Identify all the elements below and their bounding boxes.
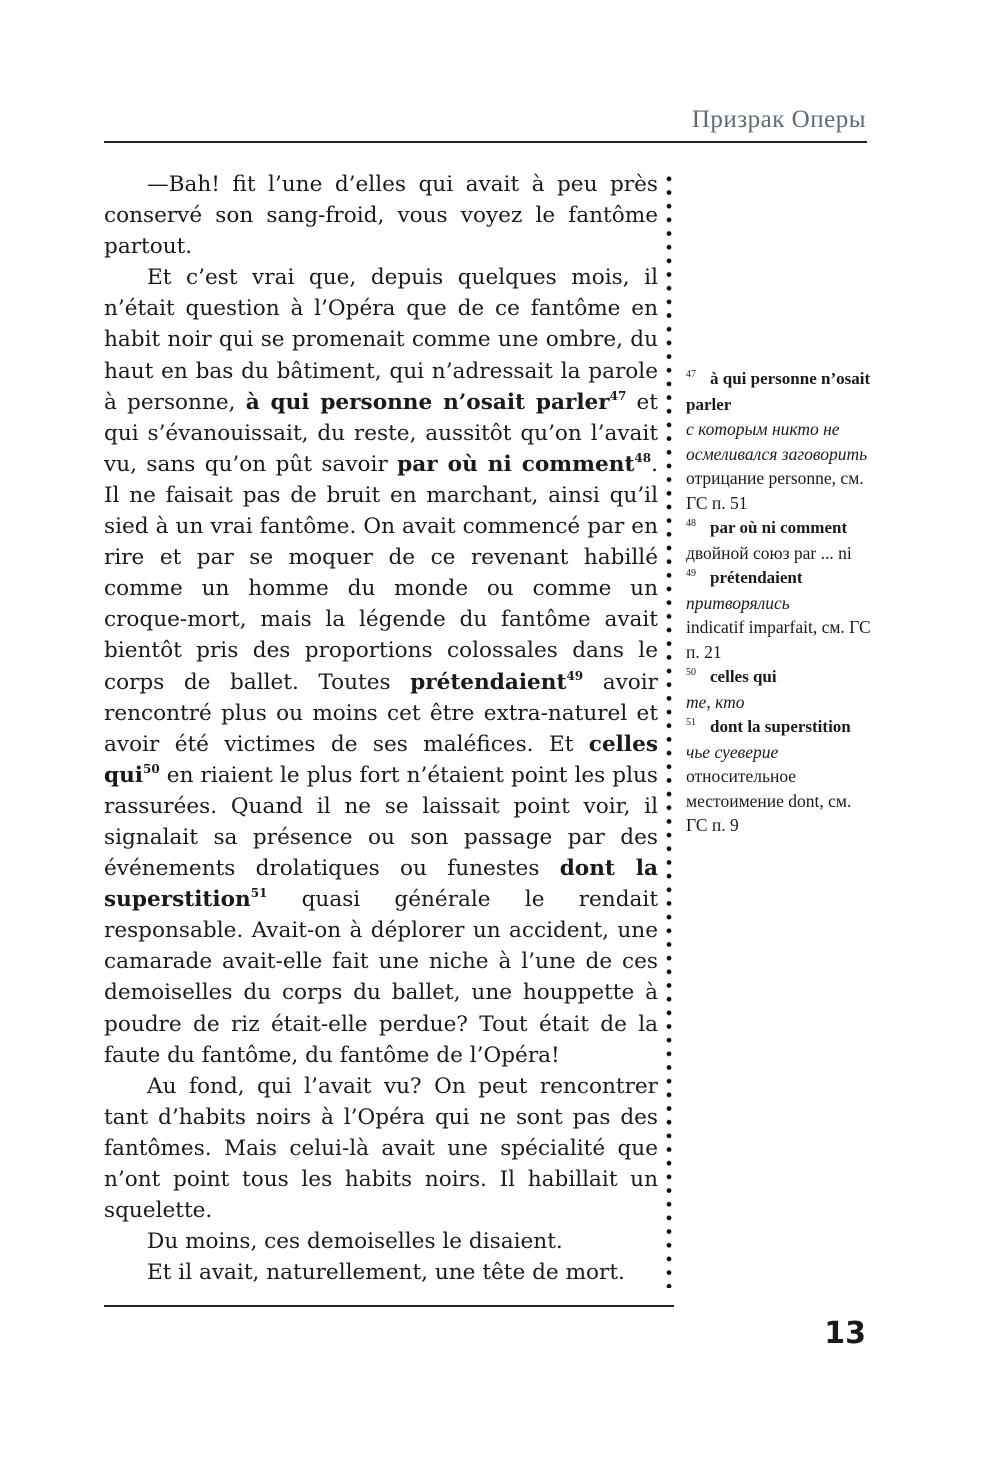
dotted-separator [665,172,673,1288]
margin-notes [686,366,876,838]
note-term: dont la superstition [710,717,851,736]
note-grammar: относительное местоимение dont, см. ГС п. 9 [686,766,852,835]
note-grammar: отрицание personne, см. ГС п. 51 [686,468,864,513]
main-text [104,169,658,1288]
footnote-ref-50: 50 [143,761,160,776]
note-49: 49 prétendaient притворялись indicatif imparfait, см. ГС п. 21 [686,565,876,664]
text-run: quasi générale le rendait responsable. Avait-on à déplorer un accident, une camarade avait-elle fait une niche à l’une de ces demoiselles du corps du ballet, une houppette à poudre de riz était-elle perdue? Tout était de la faute du fantôme, du fantôme de l’Opéra! [104,887,658,1068]
header-rule [104,141,867,143]
note-term: à qui personne n’osait parler [686,369,871,414]
note-grammar: двойной союз par ... ni [686,542,852,563]
paragraph-5: Et il avait, naturellement, une tête de mort. [147,1260,625,1286]
paragraph-1: —Bah! fit l’une d’elles qui avait à peu près conservé son sang-froid, vous voyez le fantôme partout. [104,172,658,260]
note-translation: с которым никто не осмеливался заговорить [686,419,868,464]
note-51: 51 dont la superstition чье суеверие относительное местоимение dont, см. ГС п. 9 [686,714,876,838]
running-title: Призрак Оперы [691,106,866,133]
glossed-term-51: dont la superstition [104,856,658,913]
note-grammar: indicatif imparfait, см. ГС п. 21 [686,617,871,662]
footnote-ref-51: 51 [250,886,268,901]
text-run: et qui s’évanouissait, du reste, aussitôt qu’on l’avait vu, sans qu’on pût savoir [104,389,658,477]
footer-rule [104,1305,674,1307]
glossed-term-49: prétendaient [410,669,567,695]
text-run: en riaient le plus fort n’étaient point les plus rassurées. Quand il ne se laissait point voir, il signalait sa présence ou son passage par des événements drolatiques ou funestes [104,762,658,882]
page-number: 13 [824,1316,866,1351]
note-50: 50 celles qui те, кто [686,664,876,714]
note-translation: те, кто [686,691,745,712]
text-run: Et c’est vrai que, depuis quelques mois, il n’était question à l’Opéra que de ce fantôme en habit noir qui se promenait comme une ombre, du haut en bas du bâtiment, qui n’adressait la parole à personne, [104,265,658,415]
note-translation: притворялись [686,592,790,613]
paragraph-3: Au fond, qui l’avait vu? On peut rencontrer tant d’habits noirs à l’Opéra qui ne sont pas des fantômes. Mais celui-là avait une spécialité que n’ont point tous les habits noirs. Il habillait un squelette. [104,1073,658,1224]
glossed-term-50: celles qui [104,731,658,788]
text-run: . Il ne faisait pas de bruit en marchant, ainsi qu’il sied à un vrai fantôme. On avait commencé par en rire et par se moquer de ce revenant habillé comme un homme du monde ou comme un croque-mort, mais la légende du fantôme avait bientôt pris des proportions colossales dans le corps de ballet. Toutes [104,451,658,695]
paragraph-4: Du moins, ces demoiselles le disaient. [147,1229,563,1255]
note-term: celles qui [710,667,777,686]
note-term: par où ni comment [710,518,848,537]
footnote-ref-47: 47 [609,388,627,403]
note-48: 48 par où ni comment двойной союз par ... ni [686,515,876,565]
paragraph-2 [104,262,658,1070]
glossed-term-48: par où ni comment [397,451,635,477]
footnote-ref-49: 49 [566,668,584,683]
note-term: prétendaient [710,568,803,587]
glossed-term-47: à qui personne n’osait parler [245,389,610,415]
note-47: 47 à qui personne n’osait parler с которым никто не осмеливался заговорить отрицание personne, см. ГС п. 51 [686,366,876,515]
text-run: avoir rencontré plus ou moins cet être extra-naturel et avoir été victimes de ses maléfices. Et [104,669,659,757]
note-translation: чье суеверие [686,741,779,762]
footnote-ref-48: 48 [634,450,652,465]
